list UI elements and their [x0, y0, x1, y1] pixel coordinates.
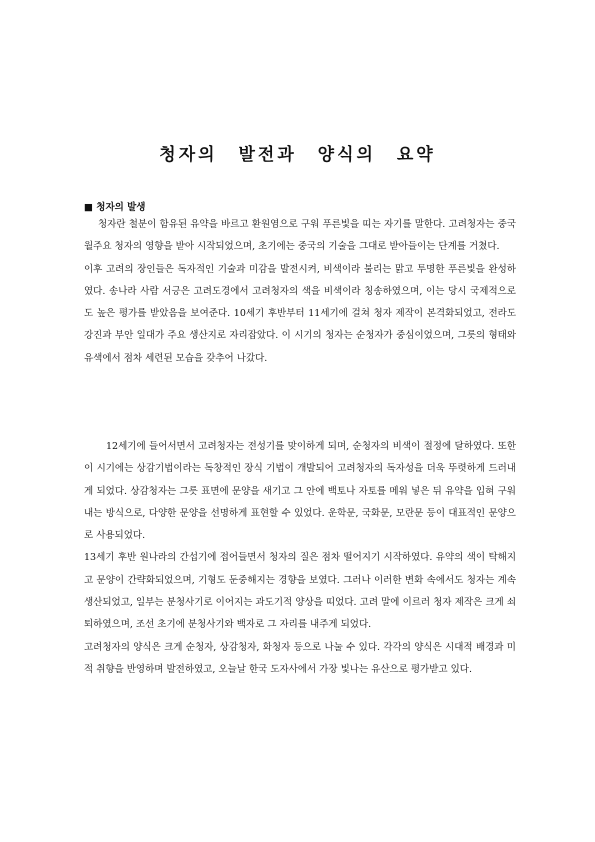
paragraph: 청자란 철분이 함유된 유약을 바르고 환원염으로 구워 푸른빛을 띠는 자기를 말한다. 고려청자는 중국 월주요 청자의 영향을 받아 시작되었으며, 초기에는 중국의 기술을 그대로 받아들이는 단계를 거쳤다. — [84, 219, 516, 253]
paragraph-block-1 — [84, 214, 516, 370]
section-heading: ■ 청자의 발생 — [84, 202, 146, 213]
paragraph: 이후 고려의 장인들은 독자적인 기술과 미감을 발전시켜, 비색이라 불리는 맑고 투명한 푸른빛을 완성하였다. 송나라 사람 서긍은 고려도경에서 고려청자의 색을 비색이라 칭송하였으며, 이는 당시 국제적으로도 높은 평가를 받았음을 보여준다. 10세기 후반부터 11세기에 걸쳐 청자 제작이 본격화되었고, 전라도 강진과 부안 일대가 주요 생산지로 자리잡았다. 이 시기의 청자는 순청자가 중심이었으며, 그릇의 형태와 유색에서 점차 세련된 모습을 갖추어 나갔다. — [84, 263, 516, 364]
paragraph-block-2 — [84, 436, 516, 681]
paragraph: 13세기 후반 원나라의 간섭기에 접어들면서 청자의 질은 점차 떨어지기 시작하였다. 유약의 색이 탁해지고 문양이 간략화되었으며, 기형도 둔중해지는 경향을 보였다. 그러나 이러한 변화 속에서도 청자는 계속 생산되었고, 일부는 분청사기로 이어지는 과도기적 양상을 띠었다. 고려 말에 이르러 청자 제작은 크게 쇠퇴하였으며, 조선 초기에 분청사기와 백자로 그 자리를 내주게 되었다. — [84, 552, 516, 631]
paragraph: 12세기에 들어서면서 고려청자는 전성기를 맞이하게 되며, 순청자의 비색이 절정에 달하였다. 또한 이 시기에는 상감기법이라는 독창적인 장식 기법이 개발되어 고려청자의 독자성을 더욱 뚜렷하게 드러내게 되었다. 상감청자는 그릇 표면에 문양을 새기고 그 안에 백토나 자토를 메워 넣은 뒤 유약을 입혀 구워내는 방식으로, 다양한 문양을 선명하게 표현할 수 있었다. 운학문, 국화문, 모란문 등이 대표적인 문양으로 사용되었다. — [84, 441, 516, 542]
paragraph: 고려청자의 양식은 크게 순청자, 상감청자, 화청자 등으로 나눌 수 있다. 각각의 양식은 시대적 배경과 미적 취향을 반영하며 발전하였고, 오늘날 한국 도자사에서 가장 빛나는 유산으로 평가받고 있다. — [84, 641, 516, 675]
document-title: 청자의 발전과 양식의 요약 — [159, 145, 436, 165]
